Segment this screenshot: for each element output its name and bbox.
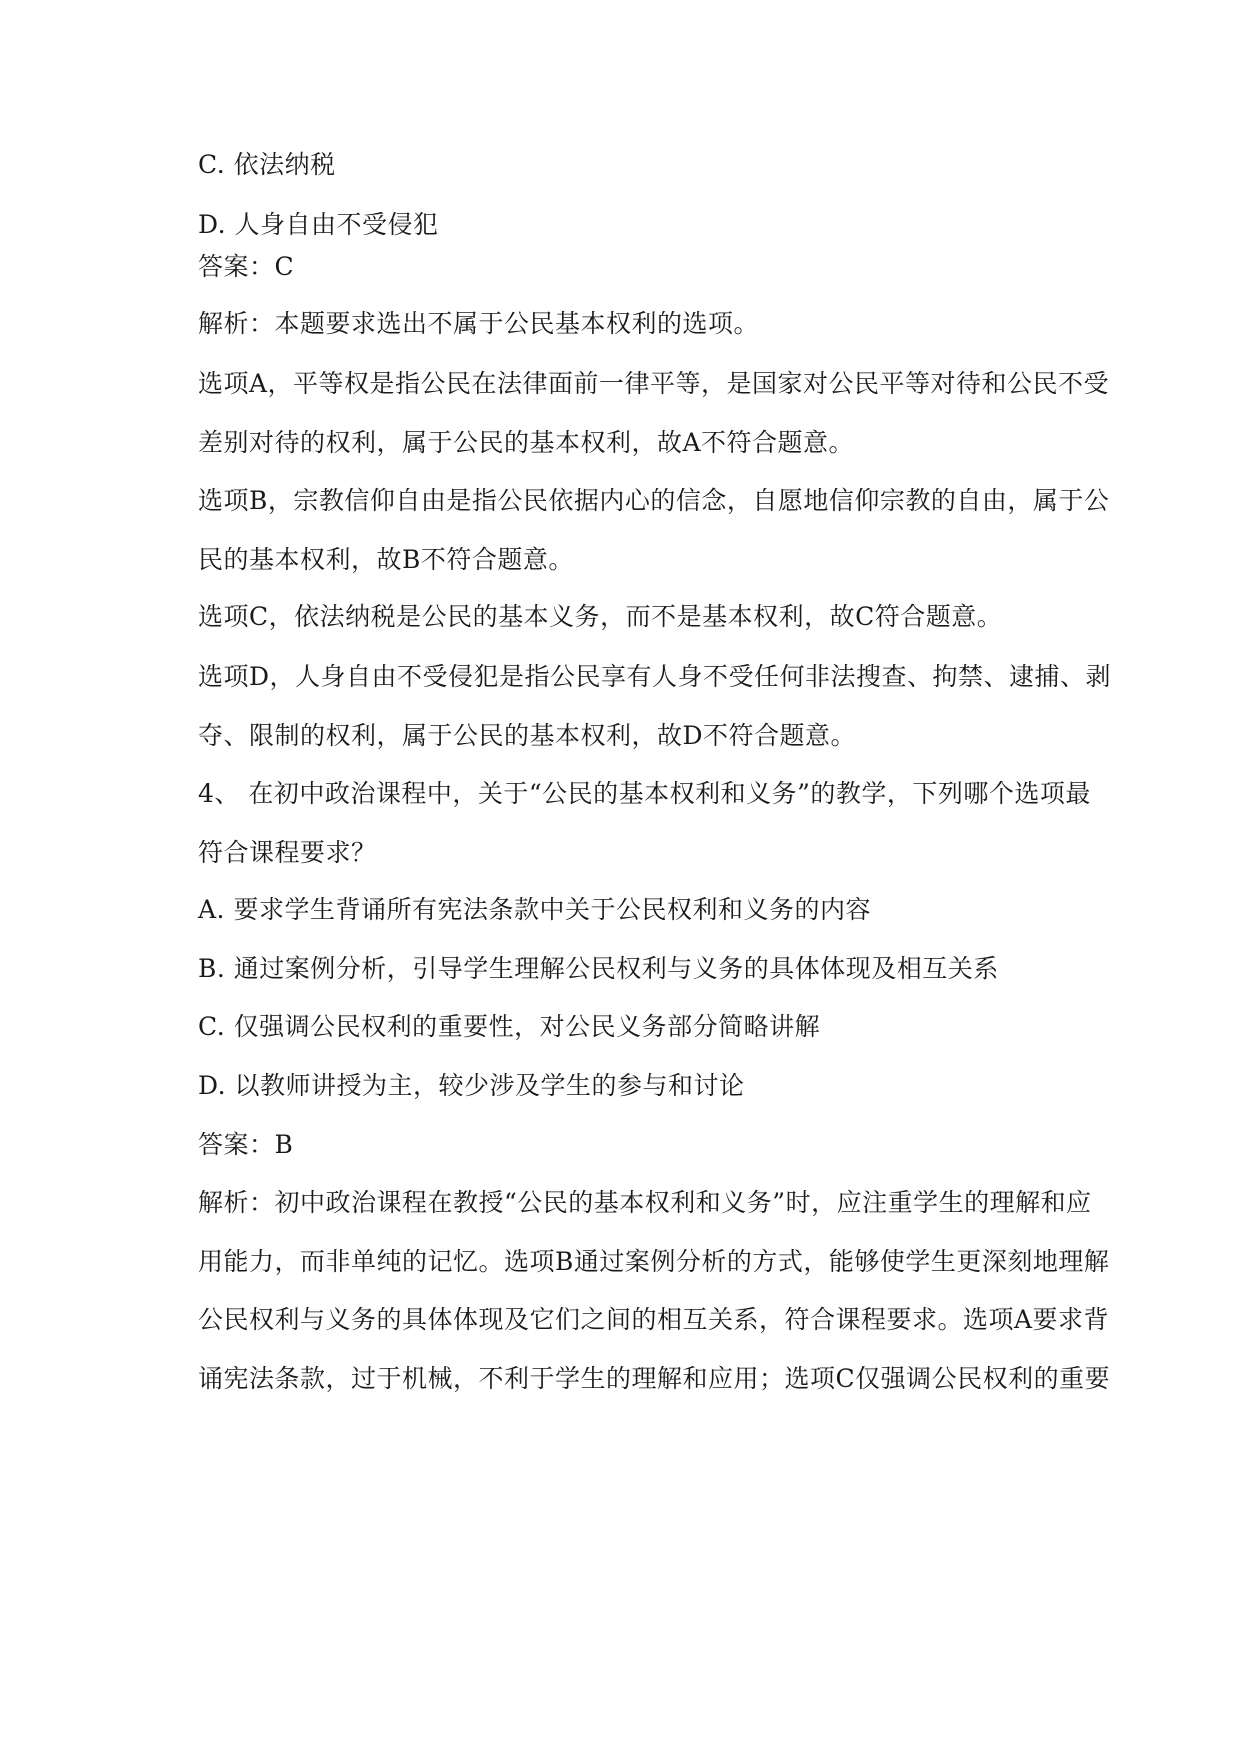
question-line: 符合课程要求？: [198, 838, 377, 867]
paragraph-line: 选项D，人身自由不受侵犯是指公民享有人身不受任何非法搜查、拘禁、逮捕、剥: [198, 662, 1112, 691]
paragraph-line: 选项B，宗教信仰自由是指公民依据内心的信念，自愿地信仰宗教的自由，属于公: [198, 486, 1110, 515]
paragraph-line: 用能力，而非单纯的记忆。选项B通过案例分析的方式，能够使学生更深刻地理解: [198, 1247, 1110, 1276]
paragraph-line: 选项C，依法纳税是公民的基本义务，而不是基本权利，故C符合题意。: [198, 602, 1003, 631]
paragraph-line: 选项A，平等权是指公民在法律面前一律平等，是国家对公民平等对待和公民不受: [198, 369, 1110, 398]
paragraph-line: 诵宪法条款，过于机械，不利于学生的理解和应用；选项C仅强调公民权利的重要: [198, 1364, 1111, 1393]
question-line: 4、 在初中政治课程中，关于“公民的基本权利和义务”的教学，下列哪个选项最: [198, 779, 1091, 808]
option-d-line: D. 以教师讲授为主，较少涉及学生的参与和讨论: [198, 1071, 745, 1100]
analysis-line: 解析：初中政治课程在教授“公民的基本权利和义务”时，应注重学生的理解和应: [198, 1188, 1092, 1217]
option-a-line: A. 要求学生背诵所有宪法条款中关于公民权利和义务的内容: [198, 895, 871, 924]
option-c-line: C. 仅强调公民权利的重要性，对公民义务部分简略讲解: [198, 1012, 821, 1041]
option-d-line: D. 人身自由不受侵犯: [198, 210, 439, 239]
option-b-line: B. 通过案例分析，引导学生理解公民权利与义务的具体体现及相互关系: [198, 954, 999, 983]
paragraph-line: 民的基本权利，故B不符合题意。: [198, 545, 574, 574]
answer-line: 答案：C: [198, 252, 295, 281]
paragraph-line: 差别对待的权利，属于公民的基本权利，故A不符合题意。: [198, 428, 855, 457]
option-c-line: C. 依法纳税: [198, 150, 336, 179]
paragraph-line: 夺、限制的权利，属于公民的基本权利，故D不符合题意。: [198, 721, 857, 750]
paragraph-line: 公民权利与义务的具体体现及它们之间的相互关系，符合课程要求。选项A要求背: [198, 1305, 1110, 1334]
answer-line: 答案：B: [198, 1130, 294, 1159]
analysis-line: 解析：本题要求选出不属于公民基本权利的选项。: [198, 309, 760, 338]
